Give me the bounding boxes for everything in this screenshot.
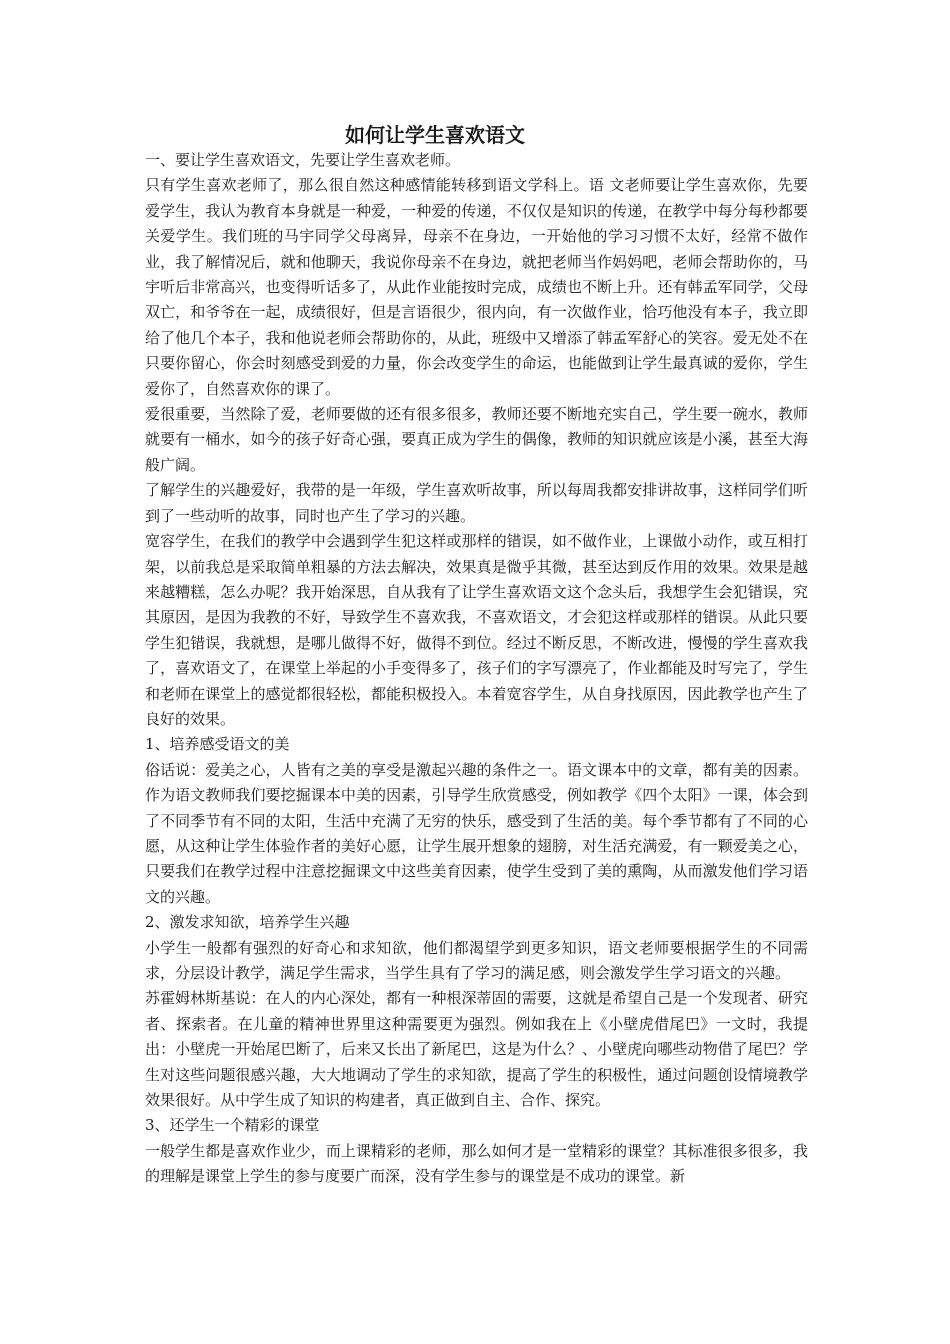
paragraph: 只有学生喜欢老师了，那么很自然这种感情能转移到语文学科上。语 文老师要让学生喜欢你，先要爱学生，我认为教育本身就是一种爱，一种爱的传递，不仅仅是知识的传递，在教学中每分每秒都要关爱学生。我们班的马宇同学父母离异，母亲不在身边，一开始他的学习习惯不太好，经常不做作业，我了解情况后，就和他聊天，我说你母亲不在身边，就把老师当作妈妈吧，老师会帮助你的，马宇听后非常高兴，也变得听话多了，从此作业能按时完成，成绩也不断上升。还有韩孟军同学，父母双亡，和爷爷在一起，成绩很好，但是言语很少，很内向，有一次做作业，恰巧他没有本子，我立即给了他几个本子，我和他说老师会帮助你的，从此，班级中又增添了韩孟军舒心的笑容。爱无处不在只要你留心，你会时刻感受到爱的力量，你会改变学生的命运，也能做到让学生最真诚的爱你，学生爱你了，自然喜欢你的课了。 [145, 176, 808, 398]
paragraph: 苏霍姆林斯基说：在人的内心深处，都有一种根深蒂固的需要，这就是希望自己是一个发现者、研究者、探索者。在儿童的精神世界里这种需要更为强烈。例如我在上《小壁虎借尾巴》一文时，我提出：小壁虎一开始尾巴断了，后来又长出了新尾巴，这是为什么？、小壁虎向哪些动物借了尾巴？学生对这些问题很感兴趣，大大地调动了学生的求知欲，提高了学生的积极性，通过问题创设情境教学效果很好。从中学生成了知识的构建者，真正做到自主、合作、探究。 [145, 989, 808, 1110]
paragraph: 宽容学生，在我们的教学中会遇到学生犯这样或那样的错误，如不做作业，上课做小动作，或互相打架，以前我总是采取简单粗暴的方法去解决，效果真是微乎其微，甚至达到反作用的效果。效果是越来越糟糕，怎么办呢？我开始深思，自从我有了让学生喜欢语文这个念头后，我想学生会犯错误，究其原因，是因为我教的不好，导致学生不喜欢我，不喜欢语文，才会犯这样或那样的错误。从此只要学生犯错误，我就想，是哪儿做得不好，做得不到位。经过不断反思，不断改进，慢慢的学生喜欢我了，喜欢语文了，在课堂上举起的小手变得多了，孩子们的字写漂亮了，作业都能及时写完了，学生和老师在课堂上的感觉都很轻松，都能积极投入。本着宽容学生，从自身找原因，因此教学也产生了良好的效果。 [145, 532, 808, 728]
subsection-heading: 3、还学生一个精彩的课堂 [145, 1116, 320, 1135]
paragraph: 小学生一般都有强烈的好奇心和求知欲，他们都渴望学到更多知识，语文老师要根据学生的不同需求，分层设计教学，满足学生需求，当学生具有了学习的满足感，则会激发学生学习语文的兴趣。 [145, 938, 808, 982]
paragraph: 俗话说：爱美之心，人皆有之美的享受是激起兴趣的条件之一。语文课本中的文章，都有美的因素。作为语文教师我们要挖掘课本中美的因素，引导学生欣赏感受，例如教学《四个太阳》一课，体会到了不同季节有不同的太阳，生活中充满了无穷的快乐，感受到了生活的美。每个季节都有了不同的心愿，从这种让学生体验作者的美好心愿，让学生展开想象的翅膀，对生活充满爱，有一颗爱美之心，只要我们在教学过程中注意挖掘课文中这些美育因素，使学生受到了美的熏陶，从而激发他们学习语文的兴趣。 [145, 760, 808, 906]
subsection-heading: 1、培养感受语文的美 [145, 735, 290, 754]
paragraph: 一般学生都是喜欢作业少，而上课精彩的老师，那么如何才是一堂精彩的课堂？其标准很多很多，我的理解是课堂上学生的参与度要广而深，没有学生参与的课堂是不成功的课堂。新 [145, 1141, 808, 1186]
subsection-heading: 2、激发求知欲，培养学生兴趣 [145, 913, 350, 932]
document-title: 如何让学生喜欢语文 [345, 123, 525, 147]
document-body [145, 148, 808, 1190]
section-heading: 一、要让学生喜欢语文，先要让学生喜欢老师。 [145, 151, 461, 169]
paragraph: 爱很重要，当然除了爱，老师要做的还有很多很多，教师还要不断地充实自己，学生要一碗水，教师就要有一桶水，如今的孩子好奇心强，要真正成为学生的偶像，教师的知识就应该是小溪，甚至大海般广阔。 [145, 405, 808, 474]
paragraph: 了解学生的兴趣爱好，我带的是一年级，学生喜欢听故事，所以每周我都安排讲故事，这样同学们听到了一些动听的故事，同时也产生了学习的兴趣。 [145, 481, 808, 525]
